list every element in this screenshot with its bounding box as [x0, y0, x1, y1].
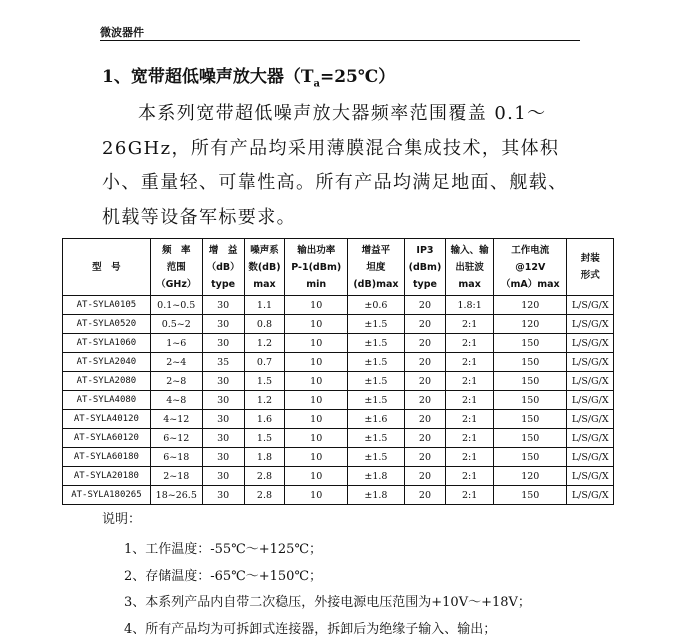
table-cell: 6~18 — [150, 448, 202, 467]
table-cell: 1.8:1 — [446, 296, 494, 315]
table-cell: ±1.5 — [348, 315, 405, 334]
section-title-end: =25℃） — [319, 67, 396, 87]
table-cell: 1.2 — [244, 334, 285, 353]
table-cell: ±1.8 — [348, 467, 405, 486]
column-header-line: max — [458, 278, 481, 290]
table-cell: 35 — [202, 353, 244, 372]
table-cell: 4~12 — [150, 410, 202, 429]
table-cell: 10 — [285, 372, 348, 391]
table-cell: 20 — [404, 448, 445, 467]
note-item: 2、存储温度：-65℃～+150℃； — [124, 568, 322, 584]
table-cell: 20 — [404, 429, 445, 448]
table-cell: ±1.5 — [348, 391, 405, 410]
table-cell: 120 — [494, 296, 567, 315]
column-header — [285, 239, 348, 296]
notes-label: 说明： — [102, 512, 142, 527]
table-cell: 2:1 — [446, 353, 494, 372]
table-cell: 150 — [494, 391, 567, 410]
table-cell: 2:1 — [446, 372, 494, 391]
table-cell: L/S/G/X — [567, 486, 614, 505]
table-cell: 2:1 — [446, 391, 494, 410]
column-header — [494, 239, 567, 296]
table-row — [63, 315, 614, 334]
note-item: 1、工作温度：-55℃～+125℃； — [124, 542, 322, 557]
table-cell: L/S/G/X — [567, 296, 614, 315]
table-cell: 30 — [202, 372, 244, 391]
column-header-line: (dB)max — [353, 278, 399, 290]
column-header — [446, 239, 494, 296]
intro-paragraph — [102, 97, 576, 235]
table-cell: 0.8 — [244, 315, 285, 334]
section-number: 1、 — [102, 67, 131, 87]
table-cell: 10 — [285, 429, 348, 448]
table-cell: 1.5 — [244, 372, 285, 391]
table-cell: 4~8 — [150, 391, 202, 410]
table-cell: L/S/G/X — [567, 429, 614, 448]
section-title-sub: a — [313, 78, 320, 90]
table-cell: 20 — [404, 467, 445, 486]
table-row — [63, 296, 614, 315]
table-cell: 30 — [202, 315, 244, 334]
table-row — [63, 372, 614, 391]
table-cell: 1~6 — [150, 334, 202, 353]
table-cell: 10 — [285, 296, 348, 315]
table-cell: AT-SYLA2040 — [63, 353, 151, 372]
table-cell: ±1.5 — [348, 429, 405, 448]
table-cell: 6~12 — [150, 429, 202, 448]
table-cell: 2:1 — [446, 334, 494, 353]
column-header — [63, 239, 151, 296]
column-header — [150, 239, 202, 296]
table-cell: 1.2 — [244, 391, 285, 410]
table-header-row — [63, 239, 614, 296]
column-header-line: （mA）max — [500, 278, 560, 290]
table-cell: AT-SYLA0520 — [63, 315, 151, 334]
table-cell: 150 — [494, 334, 567, 353]
table-cell: 30 — [202, 467, 244, 486]
note-item: 4、所有产品均为可拆卸式连接器，拆卸后为绝缘子输入、输出； — [124, 621, 497, 637]
column-header-line: （dB） — [206, 261, 240, 273]
section-title — [102, 62, 395, 89]
table-cell: AT-SYLA4080 — [63, 391, 151, 410]
table-cell: 20 — [404, 353, 445, 372]
table-cell: 1.5 — [244, 429, 285, 448]
table-cell: L/S/G/X — [567, 315, 614, 334]
table-cell: AT-SYLA60180 — [63, 448, 151, 467]
table-cell: 30 — [202, 296, 244, 315]
column-header-line: 型 号 — [92, 261, 121, 273]
table-cell: 10 — [285, 467, 348, 486]
table-cell: AT-SYLA2080 — [63, 372, 151, 391]
table-cell: AT-SYLA60120 — [63, 429, 151, 448]
column-header-line: （GHz） — [156, 278, 197, 290]
table-cell: L/S/G/X — [567, 391, 614, 410]
table-cell: 30 — [202, 410, 244, 429]
table-cell: L/S/G/X — [567, 448, 614, 467]
table-cell: L/S/G/X — [567, 334, 614, 353]
table-row — [63, 353, 614, 372]
column-header-line: P-1(dBm) — [291, 261, 342, 273]
column-header — [202, 239, 244, 296]
table-row — [63, 391, 614, 410]
table-row — [63, 448, 614, 467]
table-cell: L/S/G/X — [567, 372, 614, 391]
column-header-line: (dBm) — [408, 261, 442, 273]
table-cell: ±1.5 — [348, 353, 405, 372]
table-cell: 2:1 — [446, 467, 494, 486]
table-cell: L/S/G/X — [567, 410, 614, 429]
table-cell: 0.1~0.5 — [150, 296, 202, 315]
table-cell: 20 — [404, 486, 445, 505]
column-header — [404, 239, 445, 296]
table-cell: 20 — [404, 315, 445, 334]
table-cell: 2~18 — [150, 467, 202, 486]
column-header-line: 工作电流 — [511, 244, 550, 256]
table-cell: 150 — [494, 372, 567, 391]
table-cell: 20 — [404, 334, 445, 353]
table-cell: 150 — [494, 429, 567, 448]
table-cell: 2:1 — [446, 315, 494, 334]
column-header-line: min — [306, 278, 327, 290]
table-cell: 0.7 — [244, 353, 285, 372]
table-cell: ±0.6 — [348, 296, 405, 315]
table-cell: 10 — [285, 391, 348, 410]
table-cell: 120 — [494, 467, 567, 486]
table-cell: 2.8 — [244, 486, 285, 505]
table-cell: 150 — [494, 448, 567, 467]
table-cell: 1.8 — [244, 448, 285, 467]
table-cell: 150 — [494, 410, 567, 429]
table-cell: ±1.5 — [348, 448, 405, 467]
note-item: 3、本系列产品内自带二次稳压，外接电源电压范围为+10V～+18V； — [124, 595, 531, 610]
table-cell: 2~4 — [150, 353, 202, 372]
column-header-line: type — [412, 278, 437, 290]
table-row — [63, 486, 614, 505]
table-cell: 18~26.5 — [150, 486, 202, 505]
table-cell: 20 — [404, 410, 445, 429]
table-cell: ±1.5 — [348, 334, 405, 353]
column-header-line: 增益平 — [361, 244, 391, 256]
table-cell: 10 — [285, 410, 348, 429]
table-cell: 30 — [202, 486, 244, 505]
notes — [102, 508, 531, 643]
column-header-line: 坦度 — [366, 261, 386, 273]
table-cell: 30 — [202, 391, 244, 410]
table-cell: AT-SYLA20180 — [63, 467, 151, 486]
column-header-line: max — [253, 278, 276, 290]
notes-list — [102, 537, 531, 643]
column-header — [348, 239, 405, 296]
table-cell: L/S/G/X — [567, 467, 614, 486]
table-cell: 10 — [285, 353, 348, 372]
table-cell: 150 — [494, 353, 567, 372]
header-rule — [100, 40, 580, 41]
page-header: 微波器件 — [100, 26, 144, 39]
table-cell: 150 — [494, 486, 567, 505]
table-cell: 30 — [202, 429, 244, 448]
table-cell: L/S/G/X — [567, 353, 614, 372]
table-cell: 2:1 — [446, 429, 494, 448]
table-cell: 2:1 — [446, 448, 494, 467]
column-header — [567, 239, 614, 296]
table-cell: 10 — [285, 315, 348, 334]
intro-text: 本系列宽带超低噪声放大器频率范围覆盖 0.1～26GHz，所有产品均采用薄膜混合集成技术，其体积小、重量轻、可靠性高。所有产品均满足地面、舰载、机载等设备军标要求。 — [102, 103, 568, 228]
table-cell: 2:1 — [446, 410, 494, 429]
table-cell: 30 — [202, 448, 244, 467]
table-cell: 1.1 — [244, 296, 285, 315]
table-cell: 2:1 — [446, 486, 494, 505]
table-row — [63, 429, 614, 448]
column-header-line: @12V — [515, 261, 546, 273]
table-cell: 120 — [494, 315, 567, 334]
table-cell: 10 — [285, 448, 348, 467]
table-cell: 10 — [285, 486, 348, 505]
column-header-line: 形式 — [580, 270, 600, 281]
table-cell: AT-SYLA180265 — [63, 486, 151, 505]
table-cell: ±1.8 — [348, 486, 405, 505]
section-title-text: 宽带超低噪声放大器（T — [130, 67, 314, 87]
column-header-line: type — [211, 278, 236, 290]
column-header-line: 出驻波 — [455, 261, 484, 273]
column-header-line: 范围 — [166, 261, 186, 273]
column-header-line: 封装 — [580, 253, 600, 264]
table-cell: 20 — [404, 372, 445, 391]
column-header-line: 增 益 — [208, 244, 238, 256]
column-header-line: 输出功率 — [297, 244, 336, 256]
table-cell: AT-SYLA1060 — [63, 334, 151, 353]
column-header-line: 数(dB) — [248, 261, 281, 273]
table-row — [63, 467, 614, 486]
table-cell: 2.8 — [244, 467, 285, 486]
column-header-line: 频 率 — [162, 244, 191, 256]
table-cell: 30 — [202, 334, 244, 353]
table-cell: ±1.5 — [348, 372, 405, 391]
table-cell: 2~8 — [150, 372, 202, 391]
table-cell: AT-SYLA0105 — [63, 296, 151, 315]
column-header-line: 输入、输 — [450, 244, 489, 256]
table-cell: AT-SYLA40120 — [63, 410, 151, 429]
column-header — [244, 239, 285, 296]
table-cell: 1.6 — [244, 410, 285, 429]
table-row — [63, 410, 614, 429]
table-body — [63, 296, 614, 505]
column-header-line: 噪声系 — [250, 244, 279, 256]
table-row — [63, 334, 614, 353]
table-cell: 0.5~2 — [150, 315, 202, 334]
table-cell: 20 — [404, 296, 445, 315]
table-cell: 10 — [285, 334, 348, 353]
table-cell: ±1.6 — [348, 410, 405, 429]
table-cell: 20 — [404, 391, 445, 410]
column-header-line: IP3 — [416, 244, 434, 256]
spec-table — [62, 238, 614, 505]
